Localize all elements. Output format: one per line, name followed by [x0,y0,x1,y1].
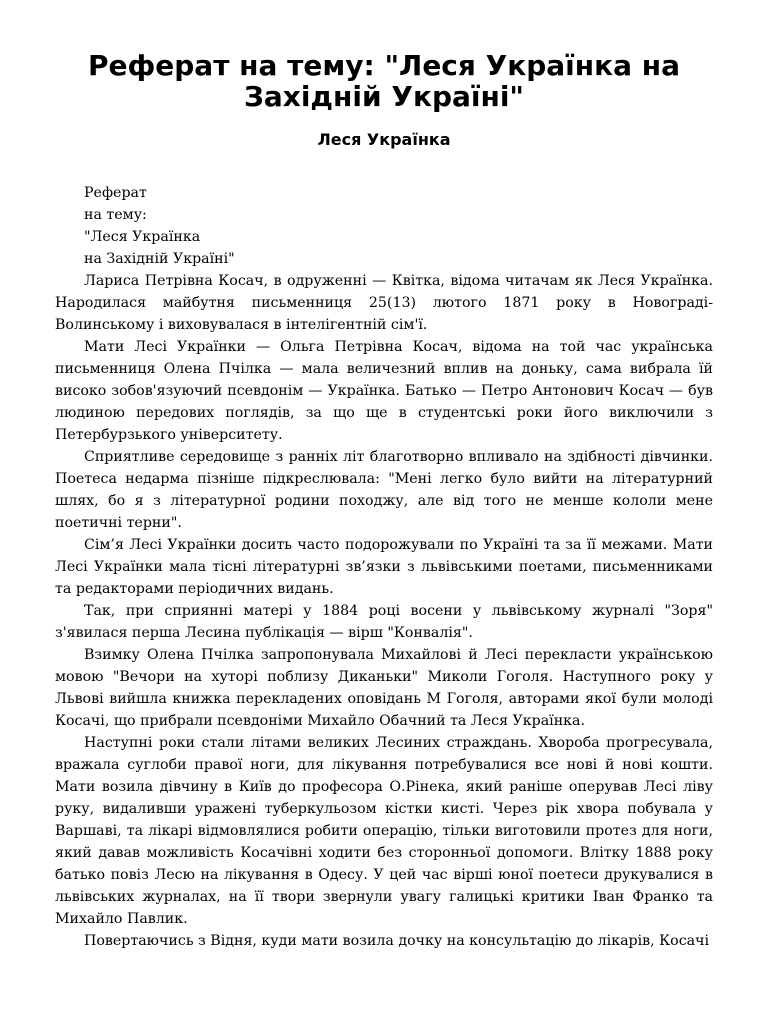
paragraph: Мати Лесі Українки — Ольга Петрівна Косач, відома на той час українська письменниця Олена Пчілка — мала величезний вплив на доньку, сама вибрала їй високо зобов'язуючий псевдонім — Українка. Батько — Петро Антонович Косач — був людиною передових поглядів, за що ще в студентські роки його виключили з Петербурзького університету. [55,339,713,443]
paragraph: Так, при сприянні матері у 1884 році восени у львівському журналі "Зоря" з'явилася перша Лесина публікація — вірш "Конвалія". [55,603,713,641]
intro-line: Реферат [84,185,147,201]
paragraph: Сприятливе середовище з ранніх літ благотворно впливало на здібності дівчинки. Поетеса недарма пізніше підкреслювала: "Мені легко було вийти на літературний шлях, бо я з літературної родини походжу, але від того не менше кололи мене поетичні терни". [55,449,713,531]
paragraph: Лариса Петрівна Косач, в одруженні — Квітка, відома читачам як Леся Українка. Народилася майбутня письменниця 25(13) лютого 1871 року в Новограді-Волинському і виховувалася в інтелігентній сім'ї. [55,273,713,333]
intro-line: "Леся Українка [84,229,201,245]
intro-line: на тему: [84,207,147,223]
paragraph: Наступні роки стали літами великих Лесиних страждань. Хвороба прогресувала, вражала суглоби правої ноги, для лікування потребувалися все нові й нові кошти. Мати возила дівчину в Київ до професора О.Рінека, який раніше оперував Лесі ліву руку, видаливши уражені туберкульозом кістки кисті. Через рік хвора побувала у Варшаві, та лікарі відмовлялися робити операцію, тільки виготовили протез для ноги, який давав можливість Косачівні ходити без сторонньої допомоги. Влітку 1888 року батько повіз Лесю на лікування в Одесу. У цей час вірші юної поетеси друкувалися в львівських журналах, на її твори звернули увагу галицькі критики Іван Франко та Михайло Павлик. [55,735,713,927]
paragraph: Повертаючись з Відня, куди мати возила дочку на консультацію до лікарів, Косачі [84,933,710,949]
paragraph: Сім’я Лесі Українки досить часто подорожували по Україні та за її межами. Мати Лесі Українки мала тісні літературні зв’язки з львівськими поетами, письменниками та редакторами періодичних видань. [55,537,713,597]
document-body [55,182,713,952]
document-title: Реферат на тему: "Леся Українка на Західній Україні" [87,49,680,113]
paragraph: Взимку Олена Пчілка запропонувала Михайлові й Лесі перекласти українською мовою "Вечори на хуторі поблизу Диканьки" Миколи Гоголя. Наступного року у Львові вийшла книжка перекладених оповідань М Гоголя, авторами якої були молоді Косачі, що прибрали псевдоніми Михайло Обачний та Леся Українка. [55,647,713,729]
intro-line: на Західній Україні" [84,251,235,267]
document-author: Леся Українка [317,130,451,149]
